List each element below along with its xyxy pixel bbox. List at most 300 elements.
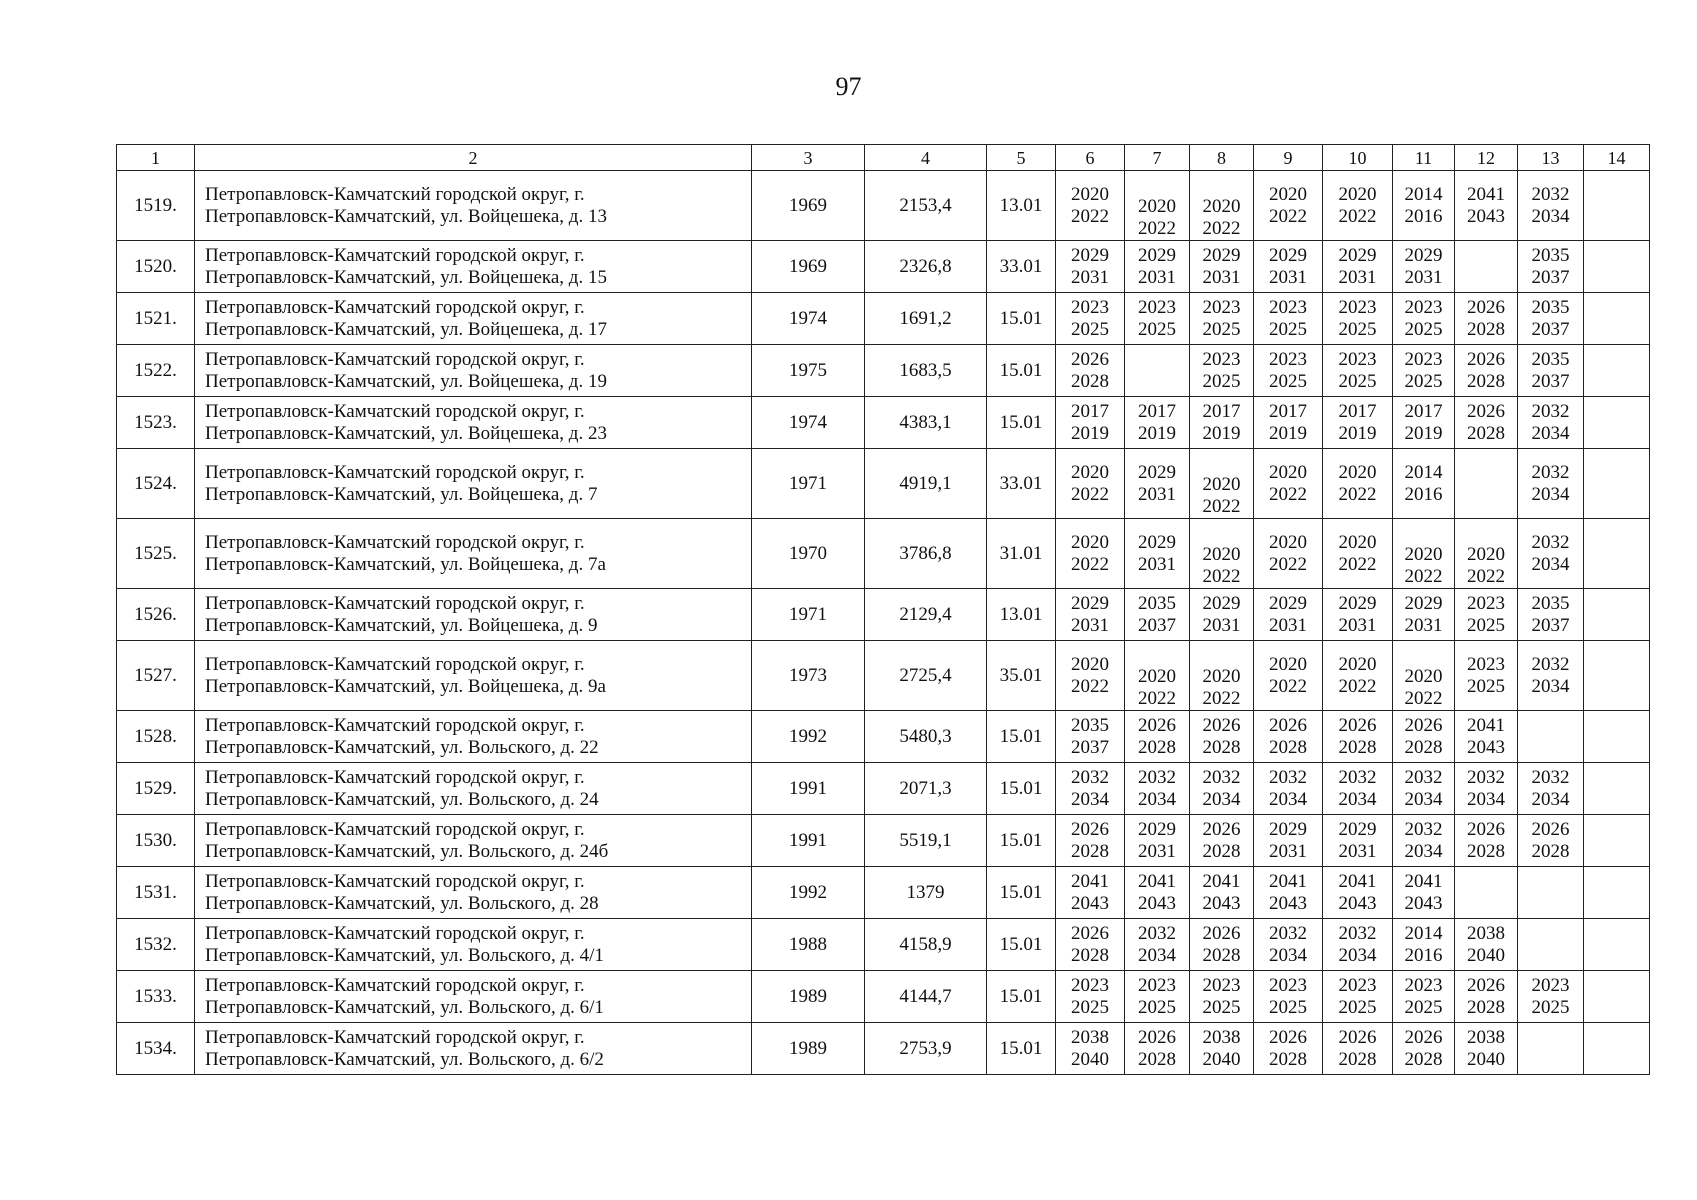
period-end-year: 2022 <box>1071 483 1109 505</box>
work-period-cell <box>1584 867 1650 919</box>
period-start-year: 2041 <box>1467 714 1505 736</box>
period-end-year: 2028 <box>1404 736 1443 758</box>
period-start-year: 2026 <box>1338 1026 1377 1048</box>
period-start-year: 2029 <box>1338 818 1377 840</box>
period-end-year: 2028 <box>1071 840 1109 862</box>
period-end-year: 2022 <box>1269 675 1307 697</box>
work-period-cell <box>1190 293 1254 345</box>
work-period-cell <box>1584 815 1650 867</box>
period-end-year: 2025 <box>1338 996 1377 1018</box>
type-code: 15.01 <box>987 397 1056 449</box>
period-start-year: 2026 <box>1531 818 1570 840</box>
period-start-year: 2026 <box>1269 1026 1307 1048</box>
row-number: 1521. <box>117 293 195 345</box>
period-end-year: 2025 <box>1071 318 1109 340</box>
header-cell: 13 <box>1518 145 1584 171</box>
work-period-cell <box>1190 589 1254 641</box>
period-start-year: 2032 <box>1338 766 1377 788</box>
address-line-2: Петропавловск-Камчатский, ул. Войцешека, д. 7а <box>205 553 606 575</box>
period-start-year: 2029 <box>1138 461 1176 483</box>
address-line-1: Петропавловск-Камчатский городской округ, г. <box>205 183 585 205</box>
period-start-year: 2029 <box>1269 244 1307 266</box>
work-period-cell <box>1455 815 1518 867</box>
header-cell: 14 <box>1584 145 1650 171</box>
address-cell <box>195 763 752 815</box>
work-period-cell <box>1254 867 1323 919</box>
work-period-cell <box>1254 345 1323 397</box>
work-period-cell <box>1056 589 1125 641</box>
period-start-year: 2017 <box>1071 400 1109 422</box>
period-end-year: 2025 <box>1202 318 1241 340</box>
work-period-cell <box>1323 971 1393 1023</box>
total-area: 1683,5 <box>865 345 987 397</box>
work-period-cell <box>1254 171 1323 241</box>
work-period-cell <box>1393 449 1455 519</box>
work-period-cell <box>1323 171 1393 241</box>
work-period-cell <box>1455 397 1518 449</box>
build-year: 1974 <box>752 397 865 449</box>
period-start-year: 2020 <box>1202 544 1241 565</box>
build-year: 1975 <box>752 345 865 397</box>
period-end-year: 2025 <box>1404 996 1443 1018</box>
type-code: 33.01 <box>987 241 1056 293</box>
period-end-year: 2016 <box>1404 483 1443 505</box>
work-period-cell <box>1056 171 1125 241</box>
period-end-year: 2034 <box>1138 944 1176 966</box>
total-area: 2153,4 <box>865 171 987 241</box>
work-period-cell <box>1584 589 1650 641</box>
work-period-cell <box>1518 589 1584 641</box>
work-period-cell <box>1393 763 1455 815</box>
period-end-year: 2040 <box>1202 1048 1241 1070</box>
work-period-cell <box>1254 397 1323 449</box>
period-end-year: 2028 <box>1202 736 1241 758</box>
period-end-year: 2022 <box>1202 496 1241 517</box>
period-start-year: 2020 <box>1269 531 1307 553</box>
total-area: 4383,1 <box>865 397 987 449</box>
build-year: 1991 <box>752 763 865 815</box>
period-end-year: 2028 <box>1269 736 1307 758</box>
period-start-year: 2032 <box>1338 922 1377 944</box>
build-year: 1969 <box>752 241 865 293</box>
work-period-cell <box>1455 171 1518 241</box>
period-start-year: 2020 <box>1202 474 1241 495</box>
address-line-1: Петропавловск-Камчатский городской округ, г. <box>205 766 585 788</box>
period-start-year: 2029 <box>1138 818 1176 840</box>
period-start-year: 2026 <box>1467 348 1505 370</box>
address-cell <box>195 919 752 971</box>
type-code: 13.01 <box>987 589 1056 641</box>
period-end-year: 2022 <box>1202 218 1241 239</box>
period-start-year: 2041 <box>1404 870 1443 892</box>
period-start-year: 2026 <box>1404 1026 1443 1048</box>
period-start-year: 2020 <box>1138 666 1176 687</box>
period-start-year: 2029 <box>1071 244 1109 266</box>
work-period-cell <box>1584 449 1650 519</box>
period-start-year: 2023 <box>1467 592 1505 614</box>
work-period-cell <box>1323 241 1393 293</box>
period-end-year: 2037 <box>1531 370 1570 392</box>
period-start-year: 2026 <box>1071 818 1109 840</box>
period-end-year: 2043 <box>1269 892 1307 914</box>
period-end-year: 2025 <box>1338 318 1377 340</box>
header-cell: 9 <box>1254 145 1323 171</box>
work-period-cell <box>1455 711 1518 763</box>
address-line-1: Петропавловск-Камчатский городской округ, г. <box>205 870 585 892</box>
work-period-cell <box>1393 919 1455 971</box>
work-period-cell <box>1190 519 1254 589</box>
work-period-cell <box>1125 397 1190 449</box>
period-start-year: 2026 <box>1071 348 1109 370</box>
period-start-year: 2029 <box>1404 592 1443 614</box>
period-start-year: 2026 <box>1467 296 1505 318</box>
work-period-cell <box>1518 1023 1584 1075</box>
period-start-year: 2038 <box>1071 1026 1109 1048</box>
period-end-year: 2022 <box>1404 688 1443 709</box>
period-start-year: 2023 <box>1202 348 1241 370</box>
period-start-year: 2023 <box>1269 348 1307 370</box>
period-end-year: 2031 <box>1338 840 1377 862</box>
period-start-year: 2023 <box>1269 296 1307 318</box>
period-start-year: 2041 <box>1202 870 1241 892</box>
work-period-cell <box>1518 519 1584 589</box>
work-period-cell <box>1323 589 1393 641</box>
period-start-year: 2020 <box>1269 461 1307 483</box>
work-period-cell <box>1056 1023 1125 1075</box>
period-start-year: 2014 <box>1404 922 1443 944</box>
period-end-year: 2019 <box>1338 422 1377 444</box>
period-start-year: 2026 <box>1202 922 1241 944</box>
work-period-cell <box>1323 345 1393 397</box>
period-end-year: 2022 <box>1138 218 1176 239</box>
work-period-cell <box>1323 397 1393 449</box>
work-period-cell <box>1584 397 1650 449</box>
period-start-year: 2032 <box>1531 653 1570 675</box>
total-area: 4158,9 <box>865 919 987 971</box>
row-number: 1529. <box>117 763 195 815</box>
work-period-cell <box>1254 815 1323 867</box>
period-end-year: 2025 <box>1531 996 1570 1018</box>
work-period-cell <box>1190 919 1254 971</box>
build-year: 1971 <box>752 449 865 519</box>
period-end-year: 2040 <box>1467 944 1505 966</box>
period-end-year: 2019 <box>1138 422 1176 444</box>
period-end-year: 2031 <box>1269 614 1307 636</box>
period-start-year: 2035 <box>1531 592 1570 614</box>
table-row <box>117 589 1650 641</box>
period-end-year: 2028 <box>1202 840 1241 862</box>
work-period-cell <box>1518 711 1584 763</box>
period-end-year: 2022 <box>1269 553 1307 575</box>
period-start-year: 2020 <box>1467 544 1505 565</box>
work-period-cell <box>1125 171 1190 241</box>
period-start-year: 2035 <box>1071 714 1109 736</box>
period-end-year: 2025 <box>1338 370 1377 392</box>
work-period-cell <box>1190 815 1254 867</box>
period-start-year: 2029 <box>1138 244 1176 266</box>
work-period-cell <box>1190 449 1254 519</box>
period-end-year: 2034 <box>1269 944 1307 966</box>
period-end-year: 2031 <box>1138 553 1176 575</box>
total-area: 1691,2 <box>865 293 987 345</box>
period-end-year: 2028 <box>1338 1048 1377 1070</box>
work-period-cell <box>1584 711 1650 763</box>
period-start-year: 2023 <box>1071 296 1109 318</box>
work-period-cell <box>1584 763 1650 815</box>
work-period-cell <box>1056 919 1125 971</box>
period-end-year: 2022 <box>1071 205 1109 227</box>
period-end-year: 2025 <box>1202 370 1241 392</box>
work-period-cell <box>1056 345 1125 397</box>
table-row <box>117 171 1650 241</box>
period-end-year: 2022 <box>1071 553 1109 575</box>
period-end-year: 2028 <box>1467 318 1505 340</box>
table-row <box>117 449 1650 519</box>
row-number: 1520. <box>117 241 195 293</box>
table-row <box>117 867 1650 919</box>
work-period-cell <box>1056 397 1125 449</box>
work-period-cell <box>1393 171 1455 241</box>
total-area: 2326,8 <box>865 241 987 293</box>
period-end-year: 2037 <box>1531 266 1570 288</box>
period-end-year: 2037 <box>1138 614 1176 636</box>
period-start-year: 2029 <box>1338 592 1377 614</box>
period-end-year: 2040 <box>1467 1048 1505 1070</box>
work-period-cell <box>1393 397 1455 449</box>
period-start-year: 2020 <box>1071 531 1109 553</box>
period-end-year: 2031 <box>1202 266 1241 288</box>
period-end-year: 2019 <box>1071 422 1109 444</box>
total-area: 2753,9 <box>865 1023 987 1075</box>
work-period-cell <box>1584 293 1650 345</box>
period-end-year: 2043 <box>1202 892 1241 914</box>
period-end-year: 2040 <box>1071 1048 1109 1070</box>
work-period-cell <box>1125 711 1190 763</box>
address-line-1: Петропавловск-Камчатский городской округ, г. <box>205 296 585 318</box>
work-period-cell <box>1254 641 1323 711</box>
work-period-cell <box>1056 641 1125 711</box>
row-number: 1526. <box>117 589 195 641</box>
period-end-year: 2022 <box>1404 566 1443 587</box>
work-period-cell <box>1190 1023 1254 1075</box>
period-end-year: 2031 <box>1071 614 1109 636</box>
period-end-year: 2037 <box>1531 614 1570 636</box>
work-period-cell <box>1518 171 1584 241</box>
work-period-cell <box>1518 641 1584 711</box>
period-end-year: 2028 <box>1467 840 1505 862</box>
period-start-year: 2020 <box>1338 461 1377 483</box>
period-start-year: 2026 <box>1138 1026 1176 1048</box>
period-start-year: 2041 <box>1338 870 1377 892</box>
work-period-cell <box>1323 641 1393 711</box>
work-period-cell <box>1323 867 1393 919</box>
period-start-year: 2041 <box>1467 183 1505 205</box>
build-year: 1970 <box>752 519 865 589</box>
period-end-year: 2031 <box>1404 266 1443 288</box>
period-start-year: 2020 <box>1338 531 1377 553</box>
build-year: 1989 <box>752 971 865 1023</box>
period-start-year: 2032 <box>1071 766 1109 788</box>
period-start-year: 2029 <box>1202 244 1241 266</box>
work-period-cell <box>1254 1023 1323 1075</box>
address-line-2: Петропавловск-Камчатский, ул. Вольского, д. 6/2 <box>205 1048 604 1070</box>
period-end-year: 2028 <box>1531 840 1570 862</box>
period-start-year: 2032 <box>1404 818 1443 840</box>
build-year: 1991 <box>752 815 865 867</box>
type-code: 15.01 <box>987 815 1056 867</box>
address-cell <box>195 519 752 589</box>
row-number: 1522. <box>117 345 195 397</box>
period-start-year: 2023 <box>1338 974 1377 996</box>
period-start-year: 2035 <box>1531 296 1570 318</box>
period-start-year: 2032 <box>1269 922 1307 944</box>
period-end-year: 2028 <box>1467 370 1505 392</box>
period-end-year: 2043 <box>1071 892 1109 914</box>
total-area: 2129,4 <box>865 589 987 641</box>
row-number: 1534. <box>117 1023 195 1075</box>
type-code: 31.01 <box>987 519 1056 589</box>
address-line-1: Петропавловск-Камчатский городской округ, г. <box>205 1026 585 1048</box>
address-line-2: Петропавловск-Камчатский, ул. Вольского, д. 28 <box>205 892 599 914</box>
period-end-year: 2043 <box>1404 892 1443 914</box>
period-start-year: 2023 <box>1467 653 1505 675</box>
period-start-year: 2032 <box>1531 400 1570 422</box>
work-period-cell <box>1323 711 1393 763</box>
address-cell <box>195 815 752 867</box>
period-end-year: 2025 <box>1071 996 1109 1018</box>
table-row <box>117 763 1650 815</box>
work-period-cell <box>1584 171 1650 241</box>
header-cell: 2 <box>195 145 752 171</box>
address-cell <box>195 449 752 519</box>
period-end-year: 2031 <box>1269 840 1307 862</box>
period-start-year: 2029 <box>1202 592 1241 614</box>
period-end-year: 2016 <box>1404 944 1443 966</box>
work-period-cell <box>1518 293 1584 345</box>
row-number: 1532. <box>117 919 195 971</box>
address-cell <box>195 589 752 641</box>
address-line-2: Петропавловск-Камчатский, ул. Войцешека, д. 13 <box>205 205 607 227</box>
work-period-cell <box>1393 519 1455 589</box>
work-period-cell <box>1518 345 1584 397</box>
build-year: 1971 <box>752 589 865 641</box>
header-cell: 8 <box>1190 145 1254 171</box>
period-start-year: 2026 <box>1202 714 1241 736</box>
table-row <box>117 971 1650 1023</box>
address-line-2: Петропавловск-Камчатский, ул. Вольского, д. 4/1 <box>205 944 604 966</box>
work-period-cell <box>1190 763 1254 815</box>
header-cell: 11 <box>1393 145 1455 171</box>
period-start-year: 2020 <box>1071 461 1109 483</box>
work-period-cell <box>1254 519 1323 589</box>
period-end-year: 2034 <box>1531 788 1570 810</box>
period-end-year: 2028 <box>1338 736 1377 758</box>
work-period-cell <box>1254 763 1323 815</box>
row-number: 1531. <box>117 867 195 919</box>
type-code: 15.01 <box>987 919 1056 971</box>
period-start-year: 2026 <box>1138 714 1176 736</box>
period-end-year: 2025 <box>1269 318 1307 340</box>
work-period-cell <box>1254 293 1323 345</box>
work-period-cell <box>1056 763 1125 815</box>
address-cell <box>195 711 752 763</box>
period-start-year: 2029 <box>1338 244 1377 266</box>
work-period-cell <box>1056 971 1125 1023</box>
work-period-cell <box>1125 449 1190 519</box>
work-period-cell <box>1254 589 1323 641</box>
period-end-year: 2025 <box>1467 675 1505 697</box>
period-start-year: 2020 <box>1202 666 1241 687</box>
address-line-1: Петропавловск-Камчатский городской округ, г. <box>205 348 585 370</box>
period-start-year: 2020 <box>1404 666 1443 687</box>
total-area: 4919,1 <box>865 449 987 519</box>
address-cell <box>195 345 752 397</box>
table-row <box>117 711 1650 763</box>
build-year: 1969 <box>752 171 865 241</box>
total-area: 2725,4 <box>865 641 987 711</box>
period-start-year: 2023 <box>1338 296 1377 318</box>
address-cell <box>195 241 752 293</box>
period-start-year: 2023 <box>1531 974 1570 996</box>
work-period-cell <box>1455 867 1518 919</box>
period-end-year: 2034 <box>1338 788 1377 810</box>
period-start-year: 2023 <box>1202 296 1241 318</box>
address-line-2: Петропавловск-Камчатский, ул. Войцешека, д. 17 <box>205 318 607 340</box>
period-start-year: 2020 <box>1071 653 1109 675</box>
work-period-cell <box>1584 971 1650 1023</box>
period-end-year: 2031 <box>1138 840 1176 862</box>
period-start-year: 2032 <box>1269 766 1307 788</box>
work-period-cell <box>1125 971 1190 1023</box>
work-period-cell <box>1518 867 1584 919</box>
period-start-year: 2032 <box>1531 461 1570 483</box>
work-period-cell <box>1125 763 1190 815</box>
period-end-year: 2037 <box>1531 318 1570 340</box>
header-row <box>117 145 1650 171</box>
page-number: 97 <box>835 72 862 101</box>
period-end-year: 2019 <box>1269 422 1307 444</box>
work-period-cell <box>1125 867 1190 919</box>
work-period-cell <box>1125 293 1190 345</box>
row-number: 1524. <box>117 449 195 519</box>
period-start-year: 2017 <box>1338 400 1377 422</box>
period-start-year: 2026 <box>1269 714 1307 736</box>
build-year: 1974 <box>752 293 865 345</box>
period-start-year: 2041 <box>1071 870 1109 892</box>
period-start-year: 2038 <box>1467 922 1505 944</box>
address-line-2: Петропавловск-Камчатский, ул. Войцешека, д. 7 <box>205 483 598 505</box>
period-start-year: 2029 <box>1404 244 1443 266</box>
work-period-cell <box>1323 763 1393 815</box>
period-start-year: 2014 <box>1404 461 1443 483</box>
work-period-cell <box>1455 293 1518 345</box>
period-end-year: 2028 <box>1467 422 1505 444</box>
work-period-cell <box>1455 641 1518 711</box>
type-code: 15.01 <box>987 971 1056 1023</box>
period-start-year: 2020 <box>1404 544 1443 565</box>
address-line-1: Петропавловск-Камчатский городской округ, г. <box>205 592 585 614</box>
work-period-cell <box>1190 241 1254 293</box>
work-period-cell <box>1125 345 1190 397</box>
period-end-year: 2031 <box>1138 266 1176 288</box>
period-end-year: 2031 <box>1404 614 1443 636</box>
period-start-year: 2032 <box>1404 766 1443 788</box>
work-period-cell <box>1518 971 1584 1023</box>
period-start-year: 2026 <box>1467 818 1505 840</box>
table-body <box>117 171 1650 1075</box>
period-end-year: 2043 <box>1467 205 1505 227</box>
address-line-1: Петропавловск-Камчатский городской округ, г. <box>205 818 585 840</box>
